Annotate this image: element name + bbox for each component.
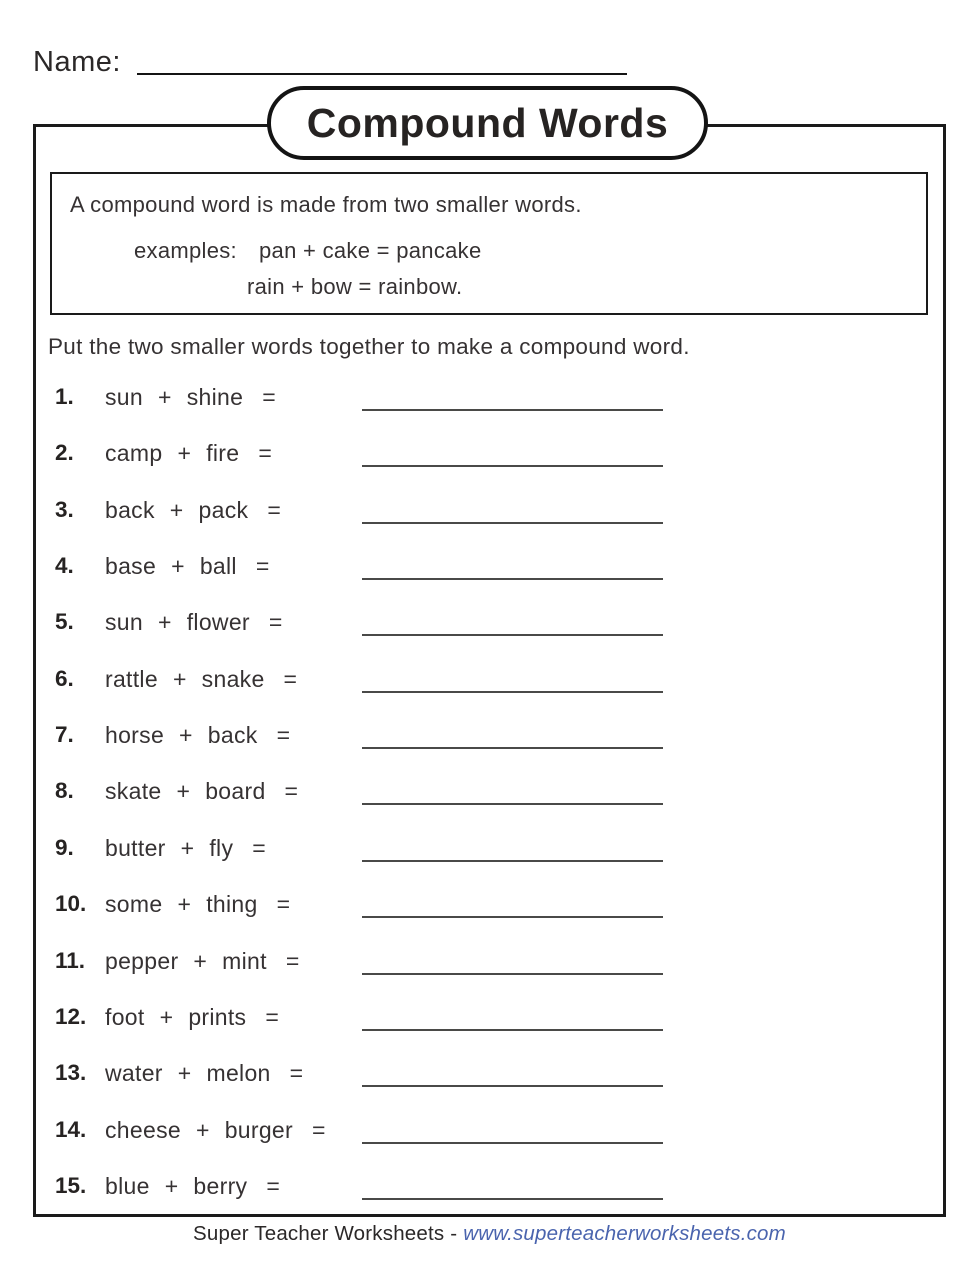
answer-blank — [362, 1004, 663, 1031]
item-number: 10. — [55, 891, 87, 917]
equals-sign: = — [276, 722, 291, 749]
page-title: Compound Words — [306, 99, 669, 146]
word-2: back — [207, 722, 258, 749]
equals-sign: = — [284, 778, 299, 805]
item-number: 13. — [55, 1060, 87, 1086]
name-blank-line — [137, 47, 627, 75]
list-item — [0, 666, 979, 700]
answer-blank — [362, 835, 663, 862]
examples-label: examples: — [134, 238, 237, 263]
plus-sign: + — [179, 722, 193, 749]
plus-sign: + — [177, 1060, 192, 1087]
word-1: foot — [105, 1003, 145, 1030]
plus-sign: + — [180, 834, 195, 861]
plus-sign: + — [157, 609, 172, 636]
footer — [0, 1222, 979, 1246]
answer-blank — [362, 1117, 663, 1144]
equals-sign: = — [252, 834, 266, 861]
word-2: fly — [209, 834, 234, 861]
word-1: sun — [105, 384, 143, 410]
equals-sign: = — [289, 1060, 304, 1087]
list-item — [0, 384, 979, 418]
list-item — [0, 1060, 979, 1094]
list-item — [0, 1004, 979, 1038]
word-2: berry — [193, 1172, 248, 1199]
word-2: fire — [206, 440, 240, 467]
answer-blank — [362, 384, 663, 411]
equals-sign: = — [312, 1116, 326, 1143]
equals-sign: = — [262, 384, 276, 410]
equals-sign: = — [266, 1172, 281, 1199]
item-number: 7. — [55, 722, 74, 748]
item-number: 1. — [55, 384, 74, 409]
equals-sign: = — [276, 891, 291, 918]
answer-blank — [362, 1173, 663, 1200]
word-1: base — [105, 553, 157, 580]
item-number: 12. — [55, 1003, 87, 1029]
plus-sign: + — [172, 665, 187, 692]
list-item — [0, 1117, 979, 1151]
answer-blank — [362, 497, 663, 524]
list-item — [0, 778, 979, 812]
definition-box — [50, 172, 928, 315]
equals-sign: = — [255, 553, 270, 580]
item-number: 11. — [55, 947, 86, 973]
word-2: thing — [206, 891, 258, 918]
item-number: 15. — [55, 1172, 87, 1198]
list-item — [0, 891, 979, 925]
word-2: melon — [206, 1060, 271, 1087]
word-1: back — [105, 496, 155, 523]
example-1: pan + cake = pancake — [259, 238, 482, 263]
word-1: camp — [105, 440, 163, 467]
list-item — [0, 948, 979, 982]
answer-blank — [362, 609, 663, 636]
item-number: 4. — [55, 553, 74, 579]
answer-blank — [362, 778, 663, 805]
answer-blank — [362, 440, 663, 467]
word-1: some — [105, 891, 163, 918]
equals-sign: = — [283, 665, 298, 692]
equals-sign: = — [268, 609, 283, 636]
list-item — [0, 440, 979, 474]
list-item — [0, 722, 979, 756]
list-item — [0, 497, 979, 531]
plus-sign: + — [164, 1172, 179, 1199]
definition-text: A compound word is made from two smaller words. — [70, 192, 582, 217]
item-number: 3. — [55, 496, 74, 522]
answer-blank — [362, 666, 663, 693]
equals-sign: = — [258, 440, 273, 467]
list-item — [0, 1173, 979, 1207]
plus-sign: + — [195, 1116, 210, 1143]
list-item — [0, 609, 979, 643]
plus-sign: + — [171, 553, 185, 580]
word-1: cheese — [105, 1116, 181, 1143]
word-1: blue — [105, 1172, 150, 1199]
plus-sign: + — [193, 947, 208, 974]
item-number: 8. — [55, 778, 74, 804]
word-2: mint — [222, 947, 267, 974]
item-number: 9. — [55, 834, 74, 860]
word-1: sun — [105, 609, 143, 636]
word-2: board — [205, 778, 266, 805]
word-1: water — [105, 1060, 163, 1087]
plus-sign: + — [177, 891, 192, 918]
plus-sign: + — [169, 496, 184, 523]
word-1: skate — [105, 778, 162, 805]
worksheet-title-pill — [267, 86, 708, 160]
footer-url-link[interactable]: www.superteacherworksheets.com — [463, 1222, 786, 1245]
plus-sign: + — [159, 1003, 174, 1030]
word-2: shine — [186, 384, 244, 410]
word-2: pack — [198, 496, 249, 523]
equals-sign: = — [285, 947, 300, 974]
word-2: burger — [224, 1116, 293, 1143]
word-2: flower — [186, 609, 250, 636]
word-1: butter — [105, 834, 166, 861]
word-2: prints — [188, 1003, 247, 1030]
answer-blank — [362, 948, 663, 975]
list-item — [0, 835, 979, 869]
item-number: 2. — [55, 440, 74, 466]
word-1: horse — [105, 722, 165, 749]
equals-sign: = — [265, 1003, 280, 1030]
plus-sign: + — [177, 440, 192, 467]
plus-sign: + — [157, 384, 172, 410]
equals-sign: = — [267, 496, 282, 523]
name-label: Name: — [33, 46, 121, 78]
answer-blank — [362, 1060, 663, 1087]
directions-text: Put the two smaller words together to make a compound word. — [48, 334, 690, 359]
answer-blank — [362, 553, 663, 580]
item-number: 5. — [55, 609, 74, 635]
word-2: snake — [201, 665, 265, 692]
item-number: 14. — [55, 1116, 87, 1142]
list-item — [0, 553, 979, 587]
answer-blank — [362, 891, 663, 918]
footer-site-name: Super Teacher Worksheets - — [193, 1222, 464, 1245]
answer-blank — [362, 722, 663, 749]
plus-sign: + — [176, 778, 191, 805]
word-2: ball — [199, 553, 237, 580]
item-number: 6. — [55, 665, 74, 691]
example-2: rain + bow = rainbow. — [247, 274, 463, 299]
word-1: pepper — [105, 947, 179, 974]
word-1: rattle — [105, 665, 158, 692]
